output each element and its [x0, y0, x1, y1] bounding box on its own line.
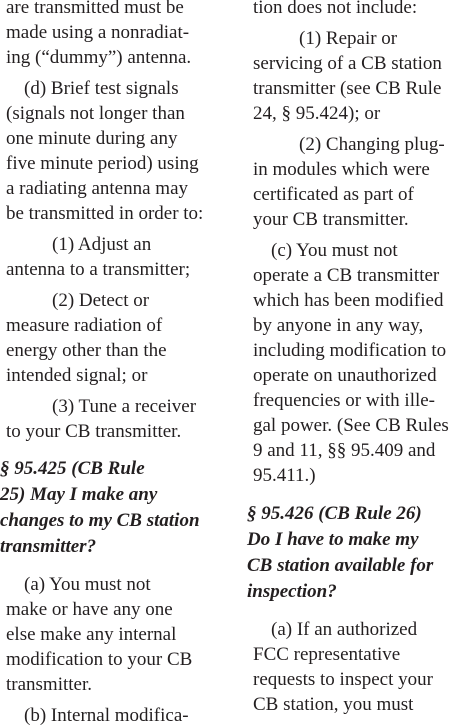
- heading-line: transmitter?: [0, 536, 97, 557]
- heading-line: Do I have to make my: [247, 529, 419, 550]
- heading-line: inspection?: [247, 581, 337, 602]
- text-line: gal power. (See CB Rules: [253, 415, 449, 436]
- text-line: which has been modified: [253, 290, 444, 311]
- text-line: (d) Brief test signals: [24, 78, 179, 99]
- text-line: your CB transmitter.: [253, 209, 409, 230]
- text-line: else make any internal: [6, 624, 177, 645]
- text-line: operate a CB transmitter: [253, 265, 440, 286]
- heading-line: 25) May I make any: [0, 484, 158, 505]
- text-line: requests to inspect your: [253, 669, 433, 690]
- text-line: (a) You must not: [24, 574, 151, 595]
- text-line: intended signal; or: [6, 365, 148, 386]
- text-line: (3) Tune a receiver: [52, 396, 197, 417]
- text-line: made using a nonradiat-: [6, 22, 190, 43]
- text-line: 95.411.): [253, 465, 316, 486]
- text-line: (1) Repair or: [299, 28, 398, 49]
- text-line: to your CB transmitter.: [6, 421, 182, 442]
- text-line: antenna to a transmitter;: [6, 259, 191, 280]
- text-line: (2) Changing plug-: [299, 134, 445, 155]
- heading-line: § 95.425 (CB Rule: [0, 458, 145, 479]
- heading-line: changes to my CB station: [0, 510, 200, 531]
- text-line: energy other than the: [6, 340, 167, 361]
- text-line: in modules which were: [253, 159, 430, 180]
- heading-line: § 95.426 (CB Rule 26): [247, 503, 422, 524]
- text-line: FCC representative: [253, 644, 401, 665]
- text-line: 24, § 95.424); or: [253, 103, 381, 124]
- text-line: ing (“dummy”) antenna.: [6, 47, 192, 68]
- text-line: (2) Detect or: [52, 290, 150, 311]
- text-line: (a) If an authorized: [271, 619, 418, 640]
- text-line: (c) You must not: [271, 240, 398, 261]
- text-line: make or have any one: [6, 599, 173, 620]
- text-line: by anyone in any way,: [253, 315, 424, 336]
- text-line: servicing of a CB station: [253, 53, 442, 74]
- text-line: (signals not longer than: [6, 103, 185, 124]
- text-line: CB station, you must: [253, 694, 414, 715]
- text-line: including modification to: [253, 340, 447, 361]
- text-line: (1) Adjust an: [52, 234, 152, 255]
- text-line: be transmitted in order to:: [6, 203, 204, 224]
- text-line: are transmitted must be: [6, 0, 184, 18]
- text-line: 9 and 11, §§ 95.409 and: [253, 440, 436, 461]
- text-line: measure radiation of: [6, 315, 163, 336]
- text-line: frequencies or with ille-: [253, 390, 436, 411]
- text-line: five minute period) using: [6, 153, 199, 174]
- text-line: tion does not include:: [253, 0, 418, 18]
- text-line: transmitter (see CB Rule: [253, 78, 442, 99]
- heading-line: CB station available for: [247, 555, 434, 576]
- text-line: (b) Internal modifica-: [24, 705, 189, 726]
- text-line: one minute during any: [6, 128, 178, 149]
- text-line: operate on unauthorized: [253, 365, 437, 386]
- text-line: modification to your CB: [6, 649, 193, 670]
- text-line: certificated as part of: [253, 184, 414, 205]
- text-line: transmitter.: [6, 674, 93, 695]
- text-line: a radiating antenna may: [6, 178, 189, 199]
